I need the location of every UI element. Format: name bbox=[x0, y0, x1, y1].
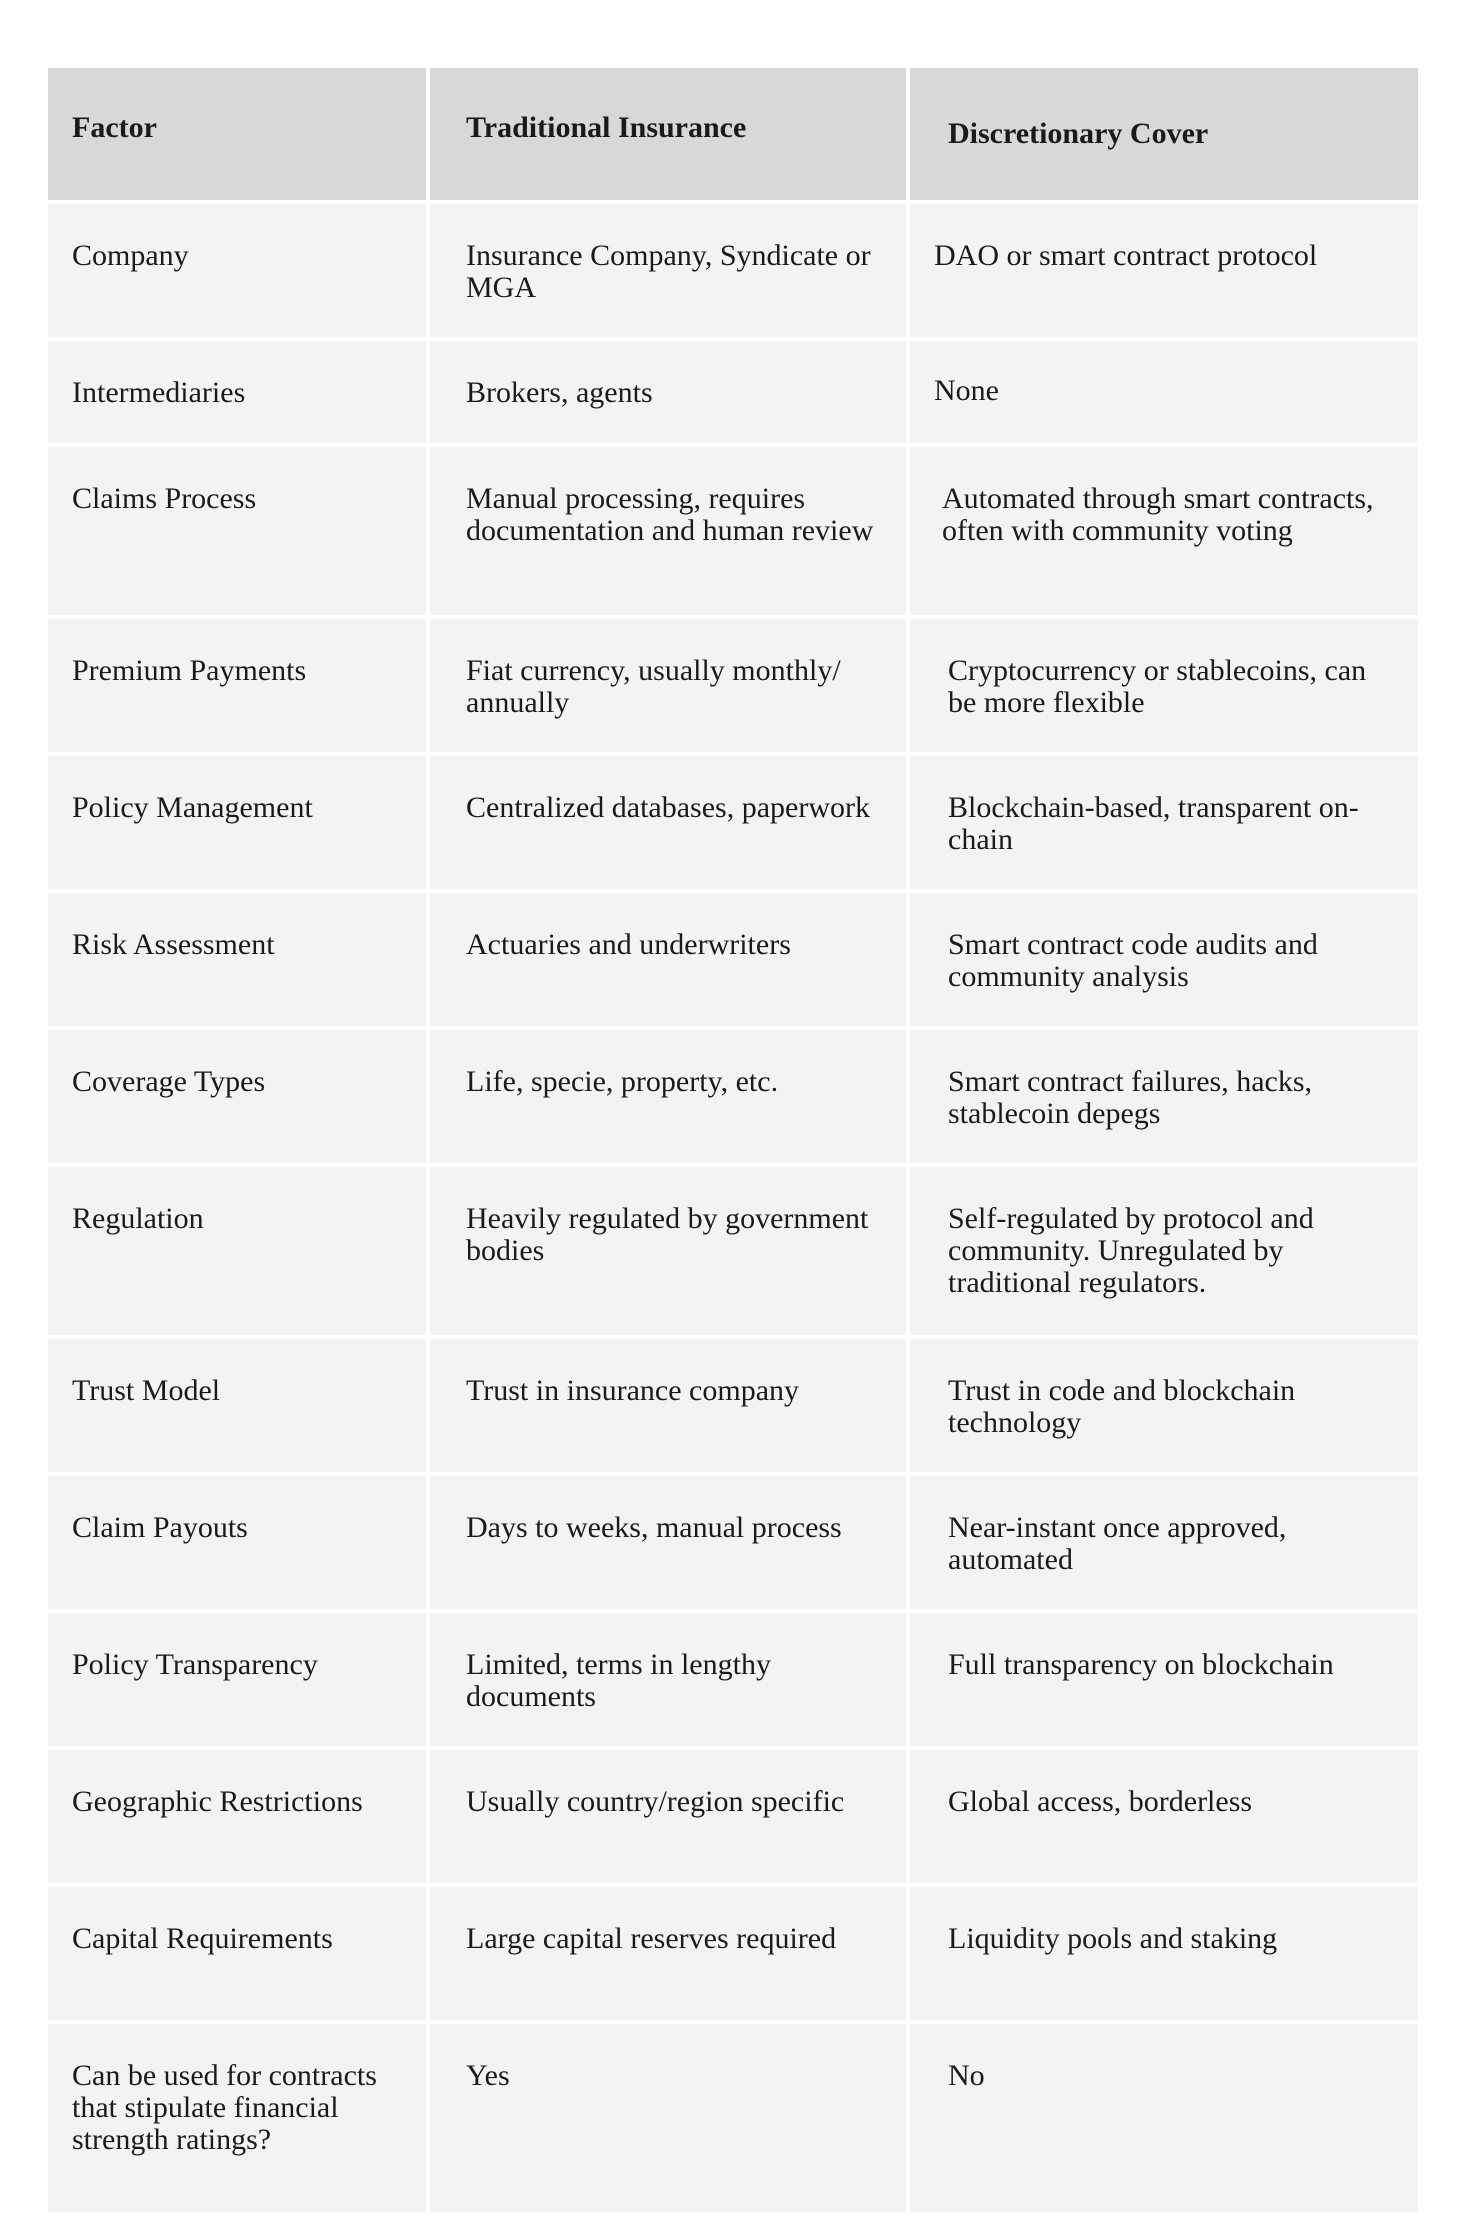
factor-cell: Trust Model bbox=[48, 1339, 430, 1476]
factor-cell: Regulation bbox=[48, 1167, 430, 1339]
discretionary-cell: DAO or smart contract protocol bbox=[910, 204, 1418, 341]
table-row bbox=[48, 204, 1418, 341]
traditional-cell: Fiat currency, usually monthly/ annually bbox=[430, 619, 910, 756]
traditional-cell: Heavily regulated by government bodies bbox=[430, 1167, 910, 1339]
factor-cell: Claims Process bbox=[48, 447, 430, 619]
discretionary-cell: None bbox=[910, 341, 1418, 447]
traditional-cell: Days to weeks, manual process bbox=[430, 1476, 910, 1613]
table-row bbox=[48, 1167, 1418, 1339]
discretionary-cell: Near-instant once approved, automated bbox=[910, 1476, 1418, 1613]
traditional-cell: Trust in insurance company bbox=[430, 1339, 910, 1476]
table-row bbox=[48, 1476, 1418, 1613]
table-row bbox=[48, 1613, 1418, 1750]
traditional-cell: Limited, terms in lengthy documents bbox=[430, 1613, 910, 1750]
discretionary-cell: Global access, borderless bbox=[910, 1750, 1418, 1887]
discretionary-cell: Automated through smart contracts, often with community voting bbox=[910, 447, 1418, 619]
table-row bbox=[48, 1030, 1418, 1167]
table-row bbox=[48, 341, 1418, 447]
factor-cell: Policy Management bbox=[48, 756, 430, 893]
table-row bbox=[48, 619, 1418, 756]
table-header-row bbox=[48, 68, 1418, 204]
traditional-cell: Yes bbox=[430, 2024, 910, 2212]
discretionary-cell: Full transparency on blockchain bbox=[910, 1613, 1418, 1750]
header-discretionary-cover: Discretionary Cover bbox=[910, 68, 1418, 204]
traditional-cell: Life, specie, property, etc. bbox=[430, 1030, 910, 1167]
table-row bbox=[48, 1750, 1418, 1887]
traditional-cell: Large capital reserves required bbox=[430, 1887, 910, 2024]
traditional-cell: Centralized databases, paperwork bbox=[430, 756, 910, 893]
traditional-cell: Actuaries and underwriters bbox=[430, 893, 910, 1030]
factor-cell: Policy Transparency bbox=[48, 1613, 430, 1750]
discretionary-cell: Liquidity pools and staking bbox=[910, 1887, 1418, 2024]
factor-cell: Can be used for contracts that stipulate financial strength ratings? bbox=[48, 2024, 430, 2212]
discretionary-cell: Smart contract code audits and community analysis bbox=[910, 893, 1418, 1030]
table-row bbox=[48, 2024, 1418, 2212]
factor-cell: Premium Payments bbox=[48, 619, 430, 756]
header-traditional-insurance: Traditional Insurance bbox=[430, 68, 910, 204]
discretionary-cell: Blockchain-based, transparent on-chain bbox=[910, 756, 1418, 893]
table-row bbox=[48, 893, 1418, 1030]
traditional-cell: Usually country/region specific bbox=[430, 1750, 910, 1887]
table-row bbox=[48, 756, 1418, 893]
factor-cell: Coverage Types bbox=[48, 1030, 430, 1167]
factor-cell: Claim Payouts bbox=[48, 1476, 430, 1613]
table-row bbox=[48, 447, 1418, 619]
header-factor: Factor bbox=[48, 68, 430, 204]
factor-cell: Company bbox=[48, 204, 430, 341]
factor-cell: Risk Assessment bbox=[48, 893, 430, 1030]
discretionary-cell: Self-regulated by protocol and community. Unregulated by traditional regulators. bbox=[910, 1167, 1418, 1339]
discretionary-cell: Smart contract failures, hacks, stablecoin depegs bbox=[910, 1030, 1418, 1167]
traditional-cell: Manual processing, requires documentation and human review bbox=[430, 447, 910, 619]
discretionary-cell: Trust in code and blockchain technology bbox=[910, 1339, 1418, 1476]
discretionary-cell: No bbox=[910, 2024, 1418, 2212]
traditional-cell: Brokers, agents bbox=[430, 341, 910, 447]
table-row bbox=[48, 1887, 1418, 2024]
table-row bbox=[48, 1339, 1418, 1476]
factor-cell: Capital Requirements bbox=[48, 1887, 430, 2024]
traditional-cell: Insurance Company, Syndicate or MGA bbox=[430, 204, 910, 341]
factor-cell: Intermediaries bbox=[48, 341, 430, 447]
discretionary-cell: Cryptocurrency or stablecoins, can be more flexible bbox=[910, 619, 1418, 756]
factor-cell: Geographic Restrictions bbox=[48, 1750, 430, 1887]
comparison-table bbox=[48, 68, 1418, 2212]
